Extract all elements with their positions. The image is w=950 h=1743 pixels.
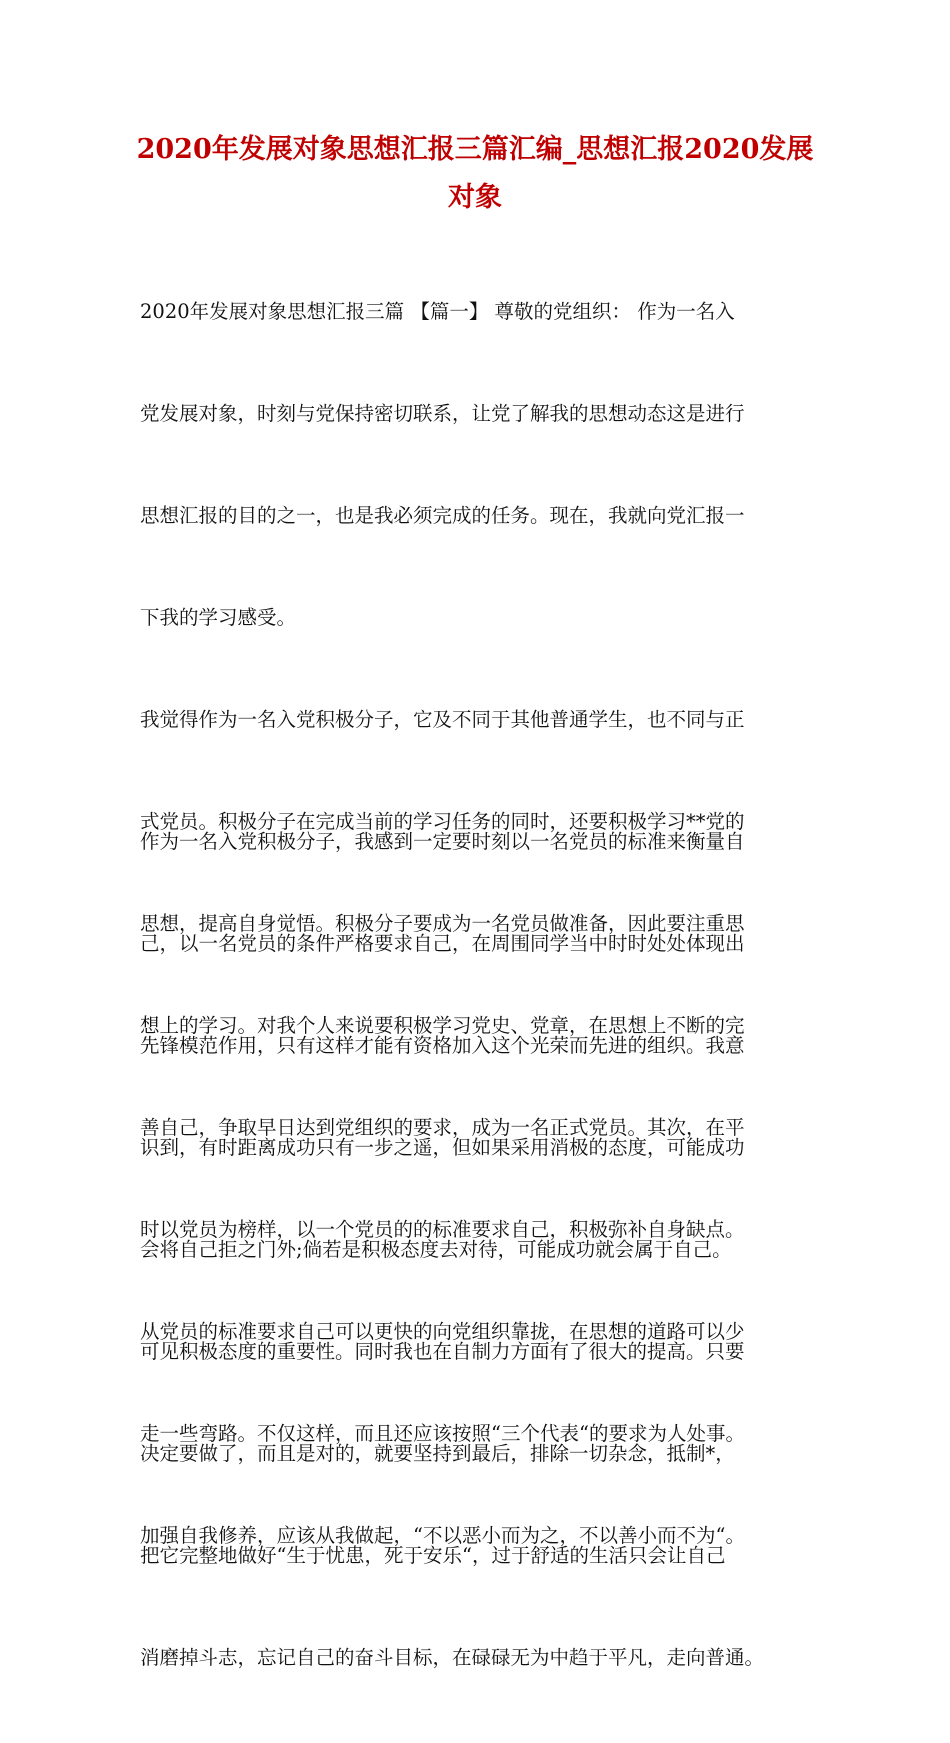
text-line: 2020年发展对象思想汇报三篇 【篇一】 尊敬的党组织： 作为一名入 bbox=[140, 300, 735, 323]
text-line: 会将自己拒之门外;倘若是积极态度去对待，可能成功就会属于自己。 bbox=[140, 1238, 732, 1261]
document-title bbox=[100, 126, 850, 222]
text-line: 想上的学习。对我个人来说要积极学习党史、党章，在思想上不断的完 bbox=[140, 1014, 745, 1037]
text-line: 从党员的标准要求自己可以更快的向党组织靠拢，在思想的道路可以少 bbox=[140, 1320, 745, 1343]
text-line: 可见积极态度的重要性。同时我也在自制力方面有了很大的提高。只要 bbox=[140, 1340, 745, 1363]
text-line: 时以党员为榜样，以一个党员的的标准要求自己，积极弥补自身缺点。 bbox=[140, 1218, 745, 1241]
text-line: 消磨掉斗志，忘记自己的奋斗目标，在碌碌无为中趋于平凡，走向普通。 bbox=[140, 1646, 765, 1669]
text-line: 下我的学习感受。 bbox=[140, 606, 297, 629]
text-line: 决定要做了，而且是对的，就要坚持到最后，排除一切杂念，抵制*， bbox=[140, 1442, 735, 1465]
text-line: 先锋模范作用，只有这样才能有资格加入这个光荣而先进的组织。我意 bbox=[140, 1034, 745, 1057]
paragraph-2 bbox=[140, 757, 840, 1743]
text-line: 思想汇报的目的之一，也是我必须完成的任务。现在，我就向党汇报一 bbox=[140, 504, 745, 527]
text-line: 把它完整地做好“生于忧患，死于安乐“，过于舒适的生活只会让自己 bbox=[140, 1544, 726, 1567]
text-line: 思想，提高自身觉悟。积极分子要成为一名党员做准备，因此要注重思 bbox=[140, 912, 745, 935]
text-line: 加强自我修养，应该从我做起，“不以恶小而为之，不以善小而不为“。 bbox=[140, 1524, 745, 1547]
title-line-1: 2020年发展对象思想汇报三篇汇编_思想汇报2020发展 bbox=[136, 134, 814, 165]
text-line: 走一些弯路。不仅这样，而且还应该按照“三个代表“的要求为人处事。 bbox=[140, 1422, 745, 1445]
text-line: 作为一名入党积极分子，我感到一定要时刻以一名党员的标准来衡量自 bbox=[140, 830, 745, 853]
text-line: 我觉得作为一名入党积极分子，它及不同于其他普通学生，也不同与正 bbox=[140, 708, 745, 731]
text-line: 识到，有时距离成功只有一步之遥，但如果采用消极的态度，可能成功 bbox=[140, 1136, 745, 1159]
text-line: 党发展对象，时刻与党保持密切联系，让党了解我的思想动态这是进行 bbox=[140, 402, 745, 425]
text-line: 善自己，争取早日达到党组织的要求，成为一名正式党员。其次，在平 bbox=[140, 1116, 745, 1139]
text-line: 己，以一名党员的条件严格要求自己，在周围同学当中时时处处体现出 bbox=[140, 932, 745, 955]
text-line: 式党员。积极分子在完成当前的学习任务的同时，还要积极学习**党的 bbox=[140, 810, 745, 833]
title-line-2: 对象 bbox=[448, 182, 502, 213]
